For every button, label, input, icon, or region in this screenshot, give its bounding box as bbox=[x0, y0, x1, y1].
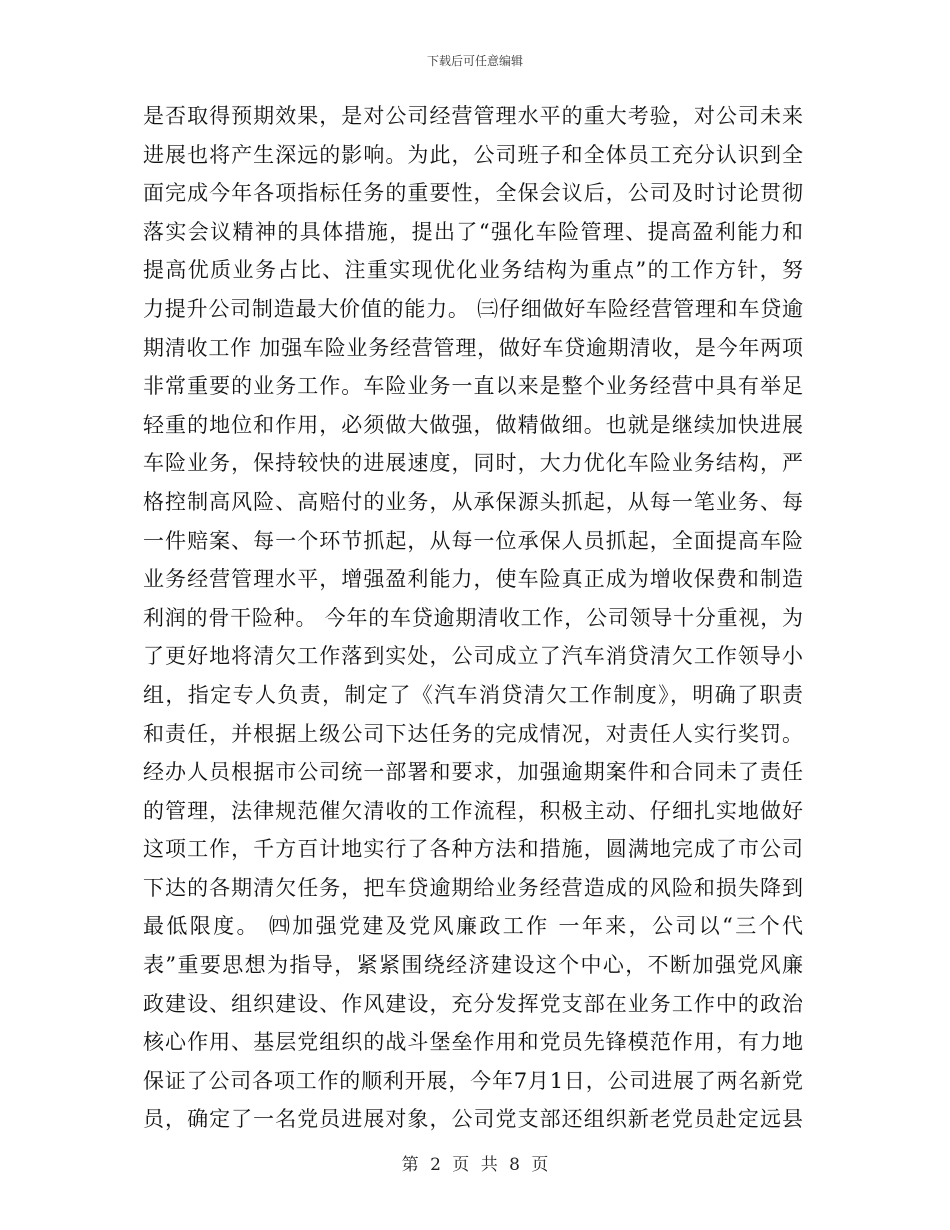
page-number-footer: 第 2 页 共 8 页 bbox=[401, 1155, 549, 1175]
text-line: 格控制高风险、高赔付的业务，从承保源头抓起，从每一笔业务、每 bbox=[143, 489, 803, 514]
text-line: 车险业务，保持较快的进展速度，同时，大力优化车险业务结构，严 bbox=[143, 451, 803, 476]
text-line: 组，指定专人负责，制定了《汽车消贷清欠工作制度》，明确了职责 bbox=[143, 682, 803, 707]
text-line: 非常重要的业务工作。车险业务一直以来是整个业务经营中具有举足 bbox=[143, 374, 803, 399]
text-line: 提高优质业务占比、注重实现优化业务结构为重点”的工作方针，努 bbox=[143, 258, 803, 283]
text-line: 保证了公司各项工作的顺利开展，今年7月1日，公司进展了两名新党 bbox=[143, 1068, 803, 1093]
page-header: 下载后可任意编辑 bbox=[426, 54, 523, 68]
text-line: 的管理，法律规范催欠清收的工作流程，积极主动、仔细扎实地做好 bbox=[143, 798, 803, 823]
text-line: 表”重要思想为指导，紧紧围绕经济建设这个中心，不断加强党风廉 bbox=[143, 953, 803, 978]
text-line: 轻重的地位和作用，必须做大做强，做精做细。也就是继续加快进展 bbox=[143, 412, 803, 437]
text-line: 面完成今年各项指标任务的重要性，全保会议后，公司及时讨论贯彻 bbox=[143, 181, 803, 206]
text-line: 是否取得预期效果，是对公司经营管理水平的重大考验，对公司未来 bbox=[143, 104, 803, 128]
text-line: 业务经营管理水平，增强盈利能力，使车险真正成为增收保费和制造 bbox=[143, 567, 803, 592]
text-line: 下达的各期清欠任务，把车贷逾期给业务经营造成的风险和损失降到 bbox=[143, 875, 803, 900]
text-line: 核心作用、基层党组织的战斗堡垒作用和党员先锋模范作用，有力地 bbox=[143, 1030, 803, 1055]
text-line: 力提升公司制造最大价值的能力。 ㈢仔细做好车险经营管理和车贷逾 bbox=[143, 296, 803, 321]
text-line: 这项工作，千方百计地实行了各种方法和措施，圆满地完成了市公司 bbox=[143, 837, 803, 862]
text-line: 最低限度。 ㈣加强党建及党风廉政工作 一年来，公司以“三个代 bbox=[143, 914, 803, 939]
text-line: 员，确定了一名党员进展对象，公司党支部还组织新老党员赴定远县 bbox=[143, 1107, 803, 1132]
text-line: 利润的骨干险种。 今年的车贷逾期清收工作，公司领导十分重视，为 bbox=[143, 605, 803, 630]
text-line: 和责任，并根据上级公司下达任务的完成情况，对责任人实行奖罚。 bbox=[143, 721, 803, 746]
document-body bbox=[143, 97, 803, 1139]
text-line: 期清收工作 加强车险业务经营管理，做好车贷逾期清收，是今年两项 bbox=[143, 335, 803, 360]
text-line: 落实会议精神的具体措施，提出了“强化车险管理、提高盈利能力和 bbox=[143, 219, 803, 244]
text-line: 进展也将产生深远的影响。为此，公司班子和全体员工充分认识到全 bbox=[143, 142, 803, 167]
text-line: 政建设、组织建设、作风建设，充分发挥党支部在业务工作中的政治 bbox=[143, 991, 803, 1016]
text-line: 一件赔案、每一个环节抓起，从每一位承保人员抓起，全面提高车险 bbox=[143, 528, 803, 553]
text-line: 了更好地将清欠工作落到实处，公司成立了汽车消贷清欠工作领导小 bbox=[143, 644, 803, 669]
text-line: 经办人员根据市公司统一部署和要求，加强逾期案件和合同未了责任 bbox=[143, 760, 803, 785]
